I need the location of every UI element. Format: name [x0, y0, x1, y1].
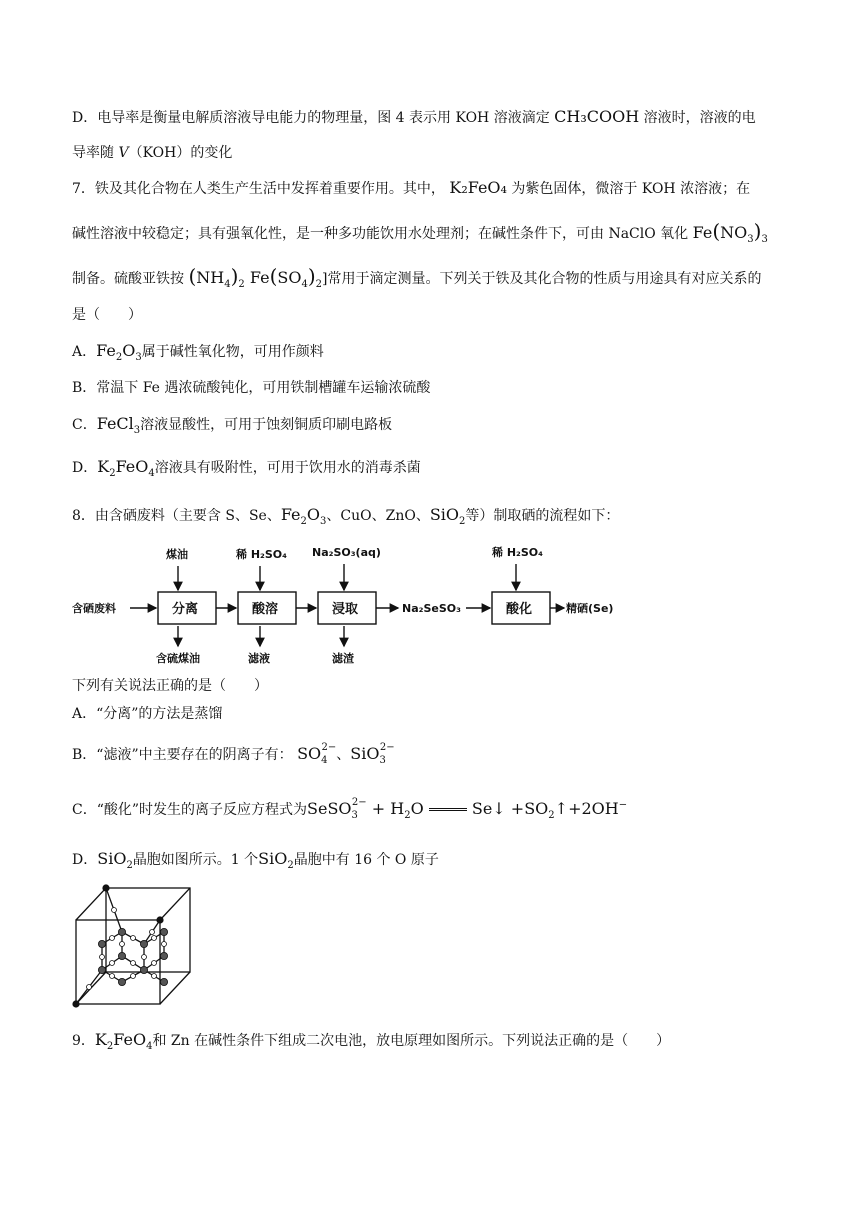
flow-step3: 浸取: [332, 602, 359, 617]
q7-stem-line4: 是（ ）: [72, 307, 142, 323]
flow-mid: Na₂SeSO₃: [402, 602, 461, 615]
q7-option-c: C．FeCl$_3$溶液显酸性，可用于蚀刻铜质印刷电路板: [72, 414, 393, 437]
q7-stem-line2: 碱性溶液中较稳定；具有强氧化性，是一种多功能饮用水处理剂；在碱性条件下，可由 NaClO 氧化 $Fe(NO_3)_3$: [72, 219, 768, 246]
q8-option-c: C．“酸化”时发生的离子反应方程式为SeSO$_3^{2-}$ + $H_2O$ Se↓ $+SO_2↑+2OH^-$: [72, 797, 628, 822]
flow-product: 精硒(Se): [566, 602, 614, 615]
acid-formula: CH₃COOH: [554, 107, 640, 126]
q7-option-d: D．$K_2FeO_4$溶液具有吸附性，可用于饮用水的消毒杀菌: [72, 457, 421, 480]
q8-option-b: B．“滤液”中主要存在的阴离子有： $SO_4^{2-}$、SiO$_3^{2-}$: [72, 742, 395, 767]
q8-option-a: A．“分离”的方法是蒸馏: [72, 706, 223, 722]
q7-stem-line3: 制备。硫酸亚铁按 $(NH_4)_2$ $Fe(SO_4)_2$]常用于滴定测量。下列关于铁及其化合物的性质与用途具有对应关系的: [72, 264, 762, 291]
q6-option-d-line2: 导率随 V（KOH）的变化: [72, 145, 233, 161]
flow-step1: 分离: [172, 602, 199, 617]
q7-stem-line1: 7．铁及其化合物在人类生产生活中发挥着重要作用。其中， K₂FeO₄ 为紫色固体，微溶于 KOH 浓溶液；在: [72, 178, 751, 197]
q9-stem: 9．$K_2FeO_4$和 Zn 在碱性条件下组成二次电池，放电原理如图所示。下列说法正确的是（ ）: [72, 1030, 671, 1053]
q7-option-a: A．$Fe_2O_3$属于碱性氧化物，可用作颜料: [72, 341, 324, 364]
flow-step2: 酸溶: [252, 602, 279, 617]
q8-question: 下列有关说法正确的是（ ）: [72, 678, 268, 694]
flow-out2: 滤液: [248, 652, 270, 665]
sio2-unit-cell-figure: [72, 884, 192, 1008]
flow-feed: 含硒废料: [72, 602, 116, 615]
flow-in2: 稀 H₂SO₄: [236, 548, 287, 561]
flow-out3: 滤渣: [332, 652, 354, 665]
flow-out1: 含硫煤油: [156, 652, 200, 665]
q6-option-d-line1: D．电导率是衡量电解质溶液导电能力的物理量，图 4 表示用 KOH 溶液滴定 CH₃COOH 溶液时，溶液的电: [72, 107, 756, 126]
flow-in1: 煤油: [166, 548, 188, 561]
selenium-process-flowchart: [72, 542, 642, 668]
q7-option-b: B．常温下 Fe 遇浓硫酸钝化，可用铁制槽罐车运输浓硫酸: [72, 380, 431, 396]
q8-stem: 8．由含硒废料（主要含 S、Se、$Fe_2O_3$、CuO、ZnO、SiO$_2$等）制取硒的流程如下：: [72, 505, 620, 528]
flow-in3: Na₂SO₃(aq): [312, 546, 381, 559]
flow-step4: 酸化: [506, 602, 533, 617]
q8-option-d: D．SiO$_2$晶胞如图所示。1 个SiO$_2$晶胞中有 16 个 O 原子: [72, 849, 439, 872]
flow-in4: 稀 H₂SO₄: [492, 546, 543, 559]
